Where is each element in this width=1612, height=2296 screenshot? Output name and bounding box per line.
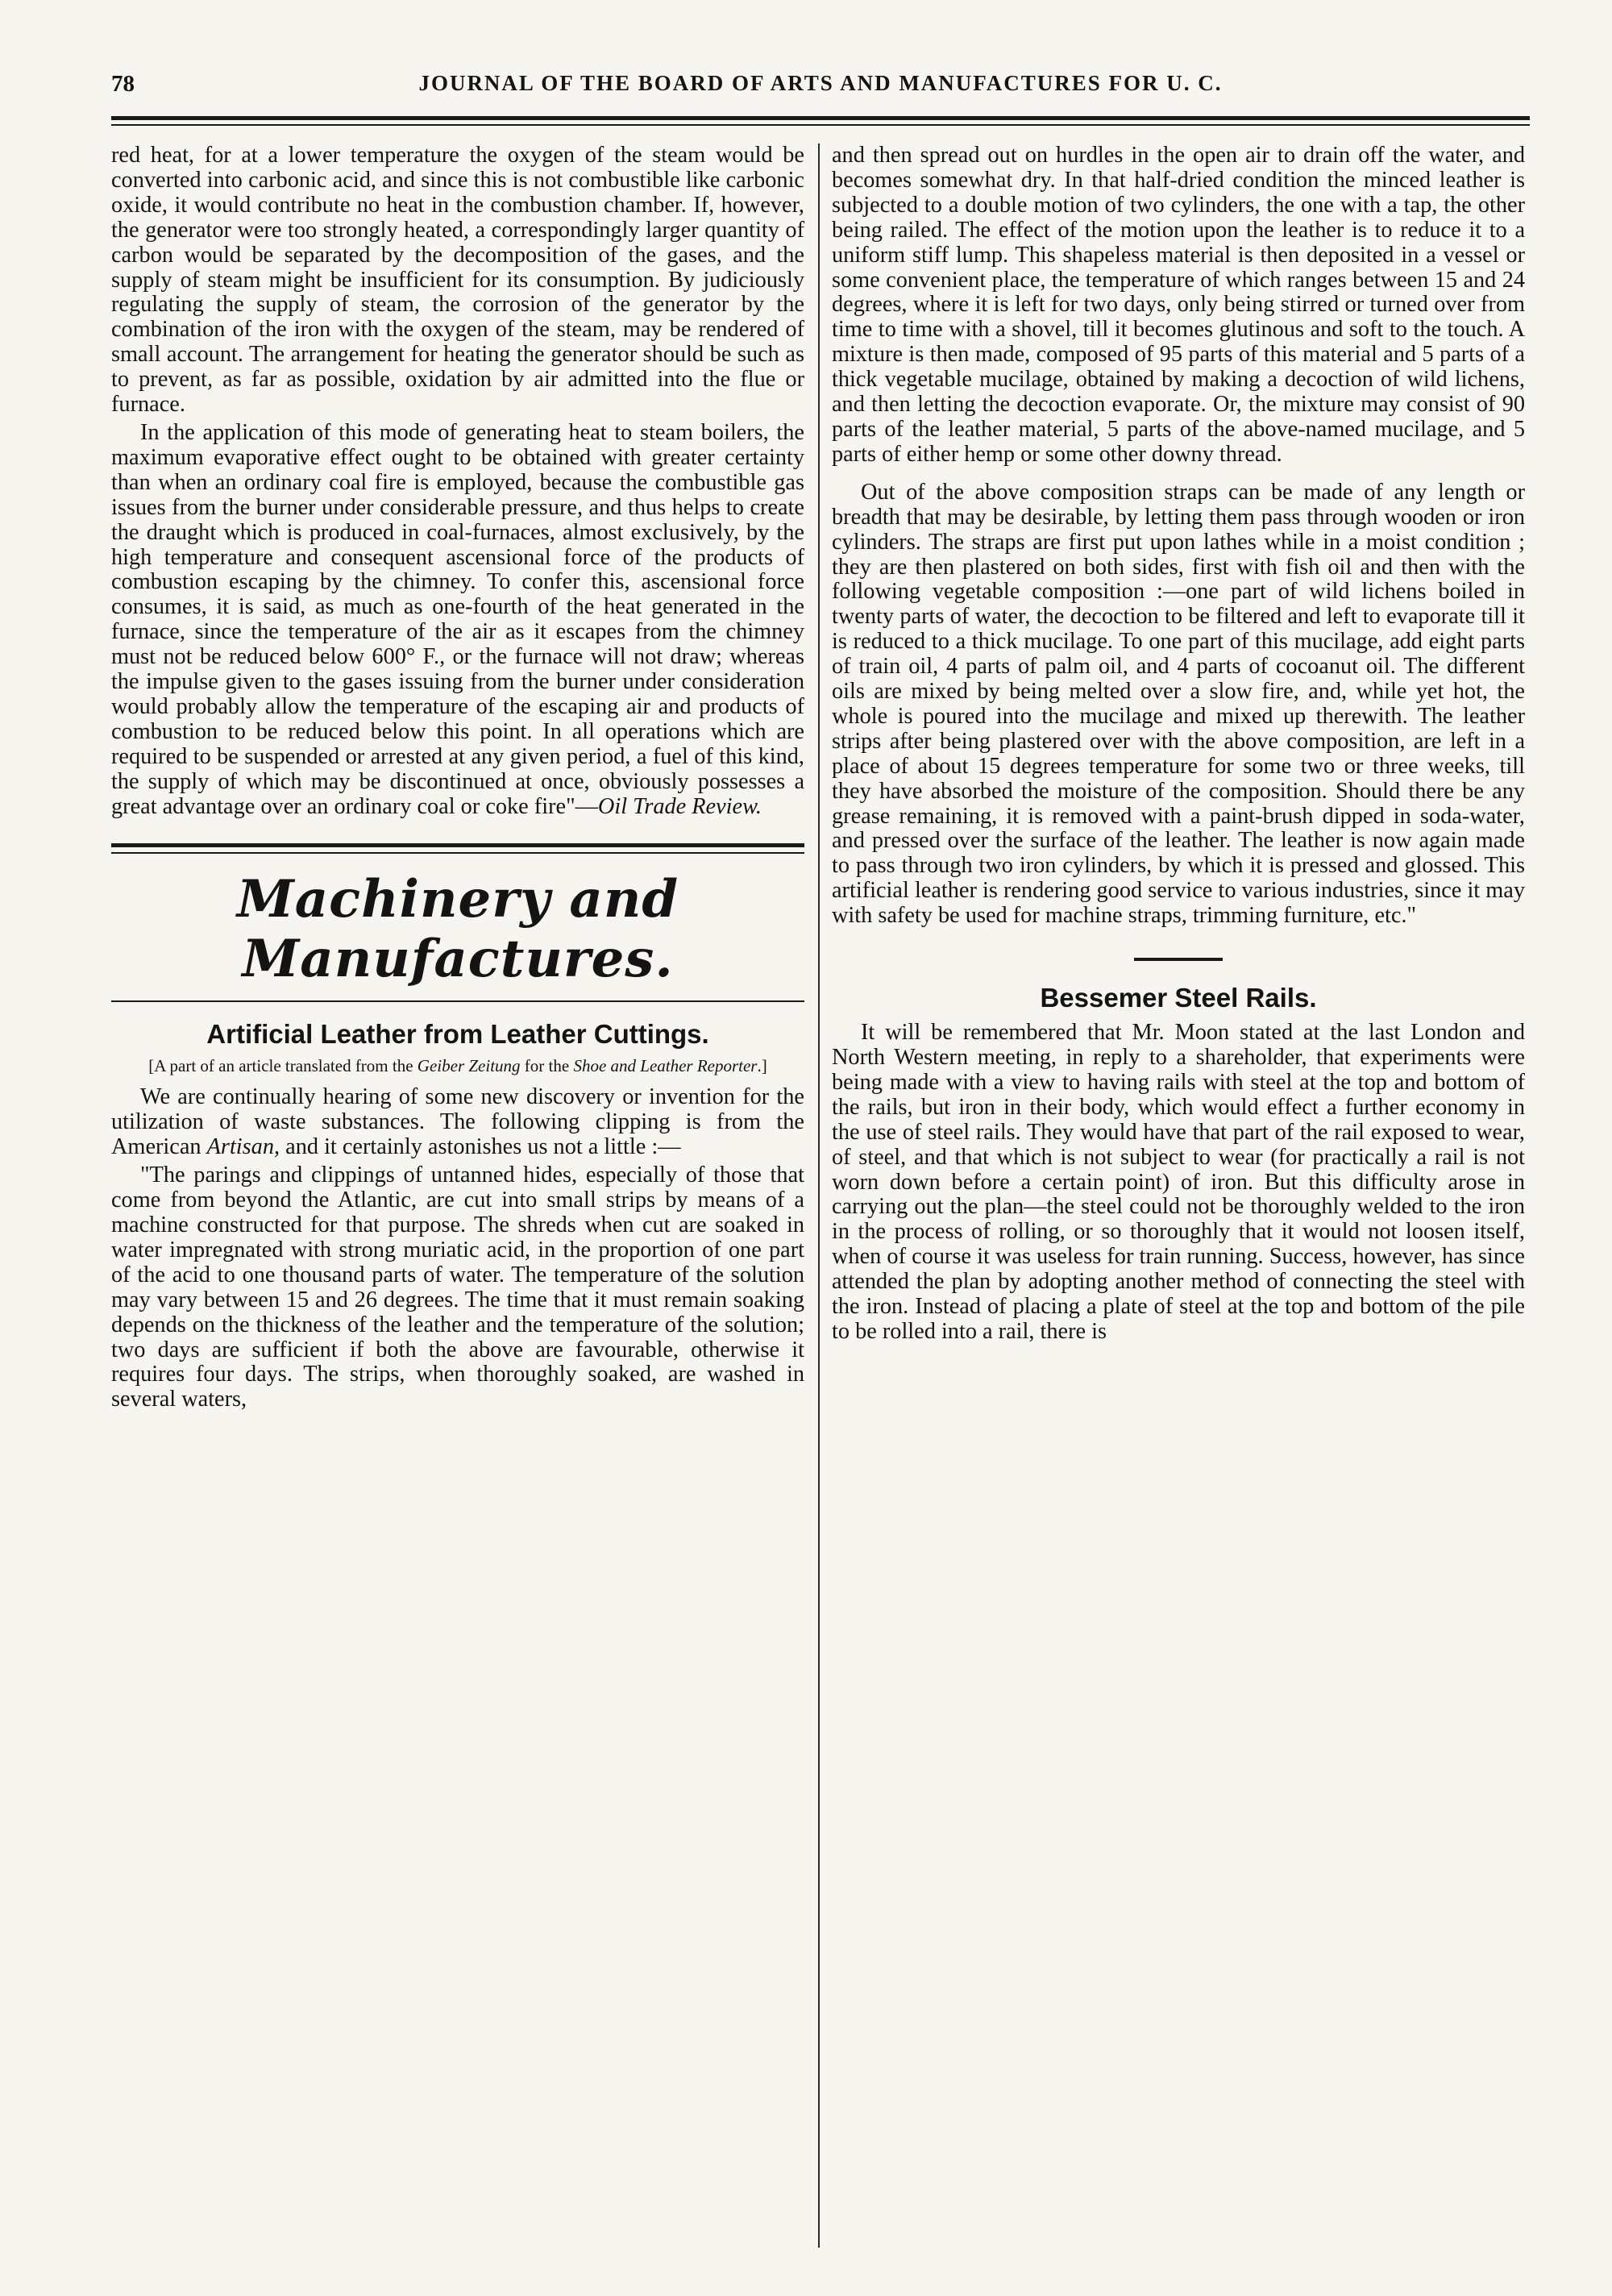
running-head [111,71,1530,106]
left-paragraph-4: "The parings and clippings of untanned hides, especially of those that come from beyond the Atlantic, are cut into small strips by means of a machine constructed for that purpose. The shreds when cut are soaked in water impregnated with strong muriatic acid, in the proportion of one part of the acid to one thousand parts of water. The temperature of the solution may vary between 15 and 26 degrees. The time that it must remain soaking depends on the thickness of the leather and the temperature of the solution; two days are sufficient if both the above are favourable, otherwise it requires four days. The strips, when thoroughly soaked, are washed in several waters, [111,1163,804,1412]
header-rule-thin [111,124,1530,126]
left-paragraph-2 [111,421,804,820]
left-paragraph-2-text: In the application of this mode of generating heat to steam boilers, the maximum evaporative effect ought to be obtained with greater certainty than when an ordinary coal fire is employed, because the combustible gas issues from the burner under considerable pressure, and thus helps to create the draught which is produced in coal-furnaces, almost exclusively, by the high temperature and consequent ascensional force of the products of combustion escaping by the chimney. To confer this, ascensional force consumes, it is said, as much as one-fourth of the heat generated in the furnace, since the temperature of the air as it escapes from the chimney must not be reduced below 600° F., or the furnace will not draw; whereas the impulse given to the gases issuing from the burner under consideration would probably allow the temperature of the escaping air and products of combustion to be reduced below this point. In all operations which are required to be suspended or arrested at any given period, a fuel of this kind, the supply of which may be discontinued at once, obviously possesses a great advantage over an ordinary coal or coke fire"— [111,419,804,819]
article-separator-rule [1134,958,1223,961]
left-paragraph-1: red heat, for at a lower temperature the oxygen of the steam would be converted into carbonic acid, and since this is not combustible like carbonic oxide, it would contribute no heat in the combustion chamber. If, however, the generator were too strongly heated, a correspondingly larger quantity of carbon would be separated by the decomposition of the gases, and the supply of steam might be insufficient for its consumption. By judiciously regulating the supply of steam, the corrosion of the generator by the combination of the iron with the oxygen of the steam, may be rendered of small account. The arrangement for heating the generator should be such as to prevent, as far as possible, oxidation by air admitted into the flue or furnace. [111,144,804,418]
artisan-journal-name: Artisan [206,1134,274,1160]
journal-title: JOURNAL OF THE BOARD OF ARTS AND MANUFACTURES FOR U. C. [418,71,1223,95]
right-paragraph-2: Out of the above composition straps can be made of any length or breadth that may be desirable, by letting them pass through wooden or iron cylinders. The straps are first put upon lathes while in a moist condition ; they are then plastered on both sides, first with fish oil and then with the following vegetable composition :—one part of wild lichens boiled in twenty parts of water, the decoction to be filtered and left to evaporate till it is reduced to a thick mucilage. To one part of this mucilage, add eight parts of train oil, 4 parts of palm oil, and 4 parts of cocoanut oil. The different oils are mixed by being melted over a slow fire, and, while yet hot, the whole is poured into the mucilage and mixed up therewith. The leather strips after being plastered over with the above composition, are left in a place of about 15 degrees temperature for some two or three weeks, till they have absorbed the moisture of the composition. Should there be any grease remaining, it is removed with a paint-brush dipped in soda-water, and pressed over the surface of the leather. The leather is now again made to pass through two iron cylinders, by which it is pressed and glossed. This artificial leather is rendering good service to various industries, since it may with safety be used for machine straps, trimming furniture, etc." [832,479,1525,929]
section-rule-thin [111,852,804,854]
section-rule-thick [111,843,804,847]
right-paragraph-3: It will be remembered that Mr. Moon stated at the last London and North Western meeting, in reply to a shareholder, that experiments were being made with a view to having rails with steel at the top and bottom of the rails, but iron in their body, which would effect a further economy in the use of steel rails. They would have that part of the rail exposed to wear, of steel, and that which is not subject to wear (for practically a rail is not worn down before a certain point) of iron. But this difficulty arose in carrying out the plan—the steel could not be thoroughly welded to the iron in the process of rolling, or so thoroughly that it would not loosen itself, when of course it was useless for train running. Success, however, has since attended the plan by adopting another method of connecting the steel with the iron. Instead of placing a plate of steel at the top and bottom of the pile to be rolled into a rail, there is [832,1020,1525,1344]
section-heading: Machinery and Manufactures. [236,869,679,990]
left-column [111,144,804,2248]
note-journal-name: Shoe and Leather Reporter [573,1056,758,1076]
left-paragraph-3: We are continually hearing of some new discovery or invention for the utilization of waste substances. The following clipping is from the American Artisan, and it certainly astonishes us not a little :— [111,1084,804,1160]
source-citation: Oil Trade Review. [597,793,762,819]
article-source-note: [A part of an article translated from the Geiber Zeitung for the Shoe and Leather Reporter.] [148,1056,767,1076]
column-divider [818,144,820,2248]
page-number: 78 [111,71,135,97]
note-paper-name: Geiber Zeitung [417,1056,521,1076]
right-column [832,144,1525,2248]
article-title-steel-rails: Bessemer Steel Rails. [1040,983,1317,1013]
article-title-leather: Artificial Leather from Leather Cuttings. [206,1019,709,1050]
section-rule-bottom [111,1000,804,1002]
header-rule-thick [111,116,1530,120]
right-paragraph-1: and then spread out on hurdles in the open air to drain off the water, and becomes somewhat dry. In that half-dried condition the minced leather is subjected to a double motion of two cylinders, the one with a tap, the other being railed. The effect of the motion upon the leather is to reduce it to a uniform stiff lump. This shapeless material is then deposited in a vessel or some convenient place, the temperature of which ranges between 15 and 24 degrees, where it is left for two days, only being stirred or turned over from time to time with a shovel, till it becomes glutinous and soft to the touch. A mixture is then made, composed of 95 parts of this material and 5 parts of a thick vegetable mucilage, obtained by making a decoction of wild lichens, and then letting the decoction evaporate. Or, the mixture may consist of 90 parts of the leather material, 5 parts of the above-named mucilage, and 5 parts of either hemp or some other downy thread. [832,144,1525,467]
